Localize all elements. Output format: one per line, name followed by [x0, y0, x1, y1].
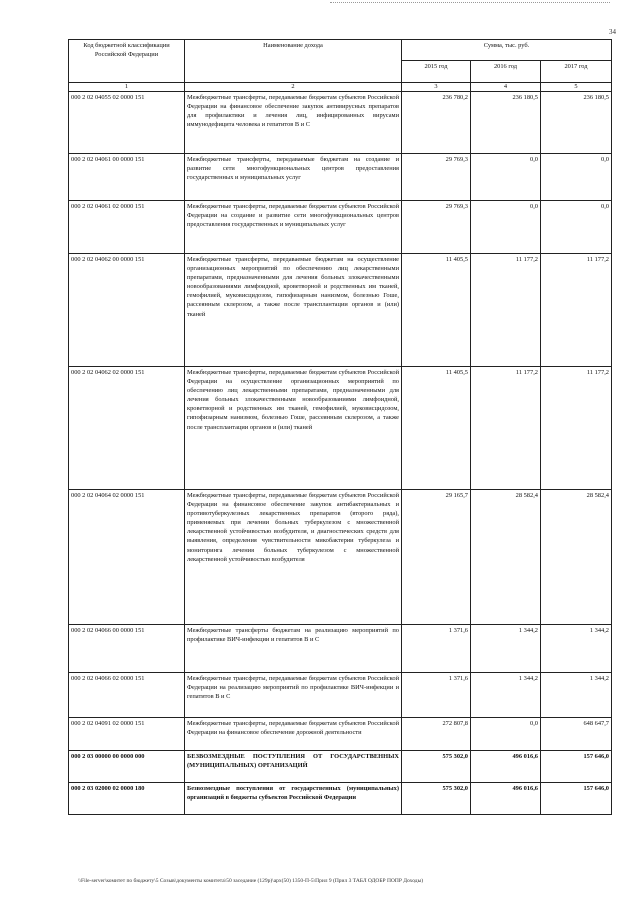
code-cell: 000 2 03 00000 00 0000 000 — [69, 751, 185, 783]
amount-2017-cell: 157 646,0 — [541, 783, 612, 815]
header-year-2015: 2015 год — [402, 60, 471, 82]
header-year-2017: 2017 год — [541, 60, 612, 82]
table-row — [69, 625, 612, 673]
code-cell: 000 2 03 02000 02 0000 180 — [69, 783, 185, 815]
table-row — [69, 201, 612, 254]
amount-2015-cell: 29 769,3 — [402, 201, 471, 254]
amount-2016-cell: 1 344,2 — [471, 673, 541, 718]
amount-2015-cell: 1 371,6 — [402, 625, 471, 673]
name-cell: Межбюджетные трансферты, передаваемые бюджетам на осуществление организационных мероприятий по обеспечению лиц лекарственными препаратами, предназначенными для лечения больных злокачественными новообразованиями лимфоидной, кроветворной и родственных им тканей, гемофилией, муковисцидозом, гипофизарным нанизмом, болезнью Гоше, рассеянным склерозом, а также после трансплантации органов и (или) тканей — [185, 254, 402, 367]
column-index: 3 — [402, 83, 471, 92]
amount-2017-cell: 236 180,5 — [541, 92, 612, 154]
header-code: Код бюджетной классификации Российской Федерации — [69, 40, 185, 83]
table-row — [69, 490, 612, 625]
amount-2016-cell: 0,0 — [471, 154, 541, 201]
code-cell: 000 2 02 04062 02 0000 151 — [69, 367, 185, 490]
page-number: 34 — [609, 28, 616, 36]
amount-2016-cell: 0,0 — [471, 718, 541, 751]
column-index: 4 — [471, 83, 541, 92]
amount-2016-cell: 1 344,2 — [471, 625, 541, 673]
column-index-row — [69, 83, 612, 92]
amount-2017-cell: 1 344,2 — [541, 673, 612, 718]
code-cell: 000 2 02 04066 02 0000 151 — [69, 673, 185, 718]
amount-2015-cell: 575 302,0 — [402, 751, 471, 783]
amount-2017-cell: 1 344,2 — [541, 625, 612, 673]
revenue-table — [68, 39, 612, 815]
amount-2017-cell: 648 647,7 — [541, 718, 612, 751]
table-row — [69, 783, 612, 815]
amount-2015-cell: 575 302,0 — [402, 783, 471, 815]
name-cell: Межбюджетные трансферты, передаваемые бюджетам субъектов Российской Федерации на финансовое обеспечение дорожной деятельности — [185, 718, 402, 751]
scan-artifact-line — [330, 2, 610, 5]
amount-2016-cell: 496 016,6 — [471, 783, 541, 815]
name-cell: Межбюджетные трансферты, передаваемые бюджетам субъектов Российской Федерации на осуществление организационных мероприятий по обеспечению лиц лекарственными препаратами, предназначенными для лечения больных злокачественными новообразованиями лимфоидной, кроветворной и родственных им тканей, гемофилией, муковисцидозом, гипофизарным нанизмом, болезнью Гоше, рассеянным склерозом, а также после трансплантации органов и (или) тканей — [185, 367, 402, 490]
table-row — [69, 254, 612, 367]
amount-2016-cell: 496 016,6 — [471, 751, 541, 783]
table-row — [69, 154, 612, 201]
amount-2015-cell: 1 371,6 — [402, 673, 471, 718]
name-cell: Межбюджетные трансферты, передаваемые бюджетам субъектов Российской Федерации на реализацию мероприятий по профилактике ВИЧ-инфекции и гепатитов В и С — [185, 673, 402, 718]
table-row — [69, 367, 612, 490]
code-cell: 000 2 02 04064 02 0000 151 — [69, 490, 185, 625]
name-cell: Межбюджетные трансферты, передаваемые бюджетам на создание и развитие сети многофункциональных центров предоставления государственных и муниципальных услуг — [185, 154, 402, 201]
table-row — [69, 92, 612, 154]
amount-2017-cell: 28 582,4 — [541, 490, 612, 625]
file-path-footer: \\File-server\комитет по бюджету\5 Созыв\документы комитета\50 заседание (129р)\арх(50) 1350-П-5\Прил 9 (Прил 3 ТАБЛ ОДОБР ПОПР Доходы) — [78, 878, 424, 884]
amount-2015-cell: 29 769,3 — [402, 154, 471, 201]
code-cell: 000 2 02 04066 00 0000 151 — [69, 625, 185, 673]
amount-2016-cell: 28 582,4 — [471, 490, 541, 625]
name-cell: БЕЗВОЗМЕЗДНЫЕ ПОСТУПЛЕНИЯ ОТ ГОСУДАРСТВЕННЫХ (МУНИЦИПАЛЬНЫХ) ОРГАНИЗАЦИЙ — [185, 751, 402, 783]
code-cell: 000 2 02 04061 00 0000 151 — [69, 154, 185, 201]
table-row — [69, 751, 612, 783]
amount-2017-cell: 11 177,2 — [541, 367, 612, 490]
amount-2016-cell: 0,0 — [471, 201, 541, 254]
name-cell: Межбюджетные трансферты бюджетам на реализацию мероприятий по профилактике ВИЧ-инфекции и гепатитов В и С — [185, 625, 402, 673]
name-cell: Межбюджетные трансферты, передаваемые бюджетам субъектов Российской Федерации на финансовое обеспечение закупок антибактериальных и противотуберкулезных лекарственных препаратов (второго ряда), применяемых при лечении больных туберкулезом с множественной лекарственной устойчивостью возбудителя, и диагностических средств для выявления, определения чувствительности микобактерии туберкулеза и мониторинга лечения больных туберкулезом с множественной лекарственной устойчивостью возбудителя — [185, 490, 402, 625]
header-name: Наименование дохода — [185, 40, 402, 83]
code-cell: 000 2 02 04062 00 0000 151 — [69, 254, 185, 367]
code-cell: 000 2 02 04061 02 0000 151 — [69, 201, 185, 254]
name-cell: Межбюджетные трансферты, передаваемые бюджетам субъектов Российской Федерации на создание и развитие сети многофункциональных центров предоставления государственных и муниципальных услуг — [185, 201, 402, 254]
table-row — [69, 718, 612, 751]
column-index: 1 — [69, 83, 185, 92]
header-sum: Сумма, тыс. руб. — [402, 40, 612, 61]
table-row — [69, 673, 612, 718]
column-index: 2 — [185, 83, 402, 92]
code-cell: 000 2 02 04055 02 0000 151 — [69, 92, 185, 154]
column-index: 5 — [541, 83, 612, 92]
code-cell: 000 2 02 04091 02 0000 151 — [69, 718, 185, 751]
amount-2015-cell: 11 405,5 — [402, 367, 471, 490]
amount-2015-cell: 272 807,8 — [402, 718, 471, 751]
amount-2015-cell: 236 780,2 — [402, 92, 471, 154]
header-year-2016: 2016 год — [471, 60, 541, 82]
amount-2017-cell: 0,0 — [541, 154, 612, 201]
amount-2015-cell: 11 405,5 — [402, 254, 471, 367]
name-cell: Безвозмездные поступления от государственных (муниципальных) организаций в бюджеты субъектов Российской Федерации — [185, 783, 402, 815]
amount-2016-cell: 11 177,2 — [471, 254, 541, 367]
amount-2015-cell: 29 165,7 — [402, 490, 471, 625]
name-cell: Межбюджетные трансферты, передаваемые бюджетам субъектов Российской Федерации на финансовое обеспечение закупок антивирусных препаратов для профилактики и лечения лиц, инфицированных вирусами иммунодефицита человека и гепатитов В и С — [185, 92, 402, 154]
amount-2016-cell: 11 177,2 — [471, 367, 541, 490]
amount-2016-cell: 236 180,5 — [471, 92, 541, 154]
amount-2017-cell: 11 177,2 — [541, 254, 612, 367]
amount-2017-cell: 0,0 — [541, 201, 612, 254]
amount-2017-cell: 157 646,0 — [541, 751, 612, 783]
